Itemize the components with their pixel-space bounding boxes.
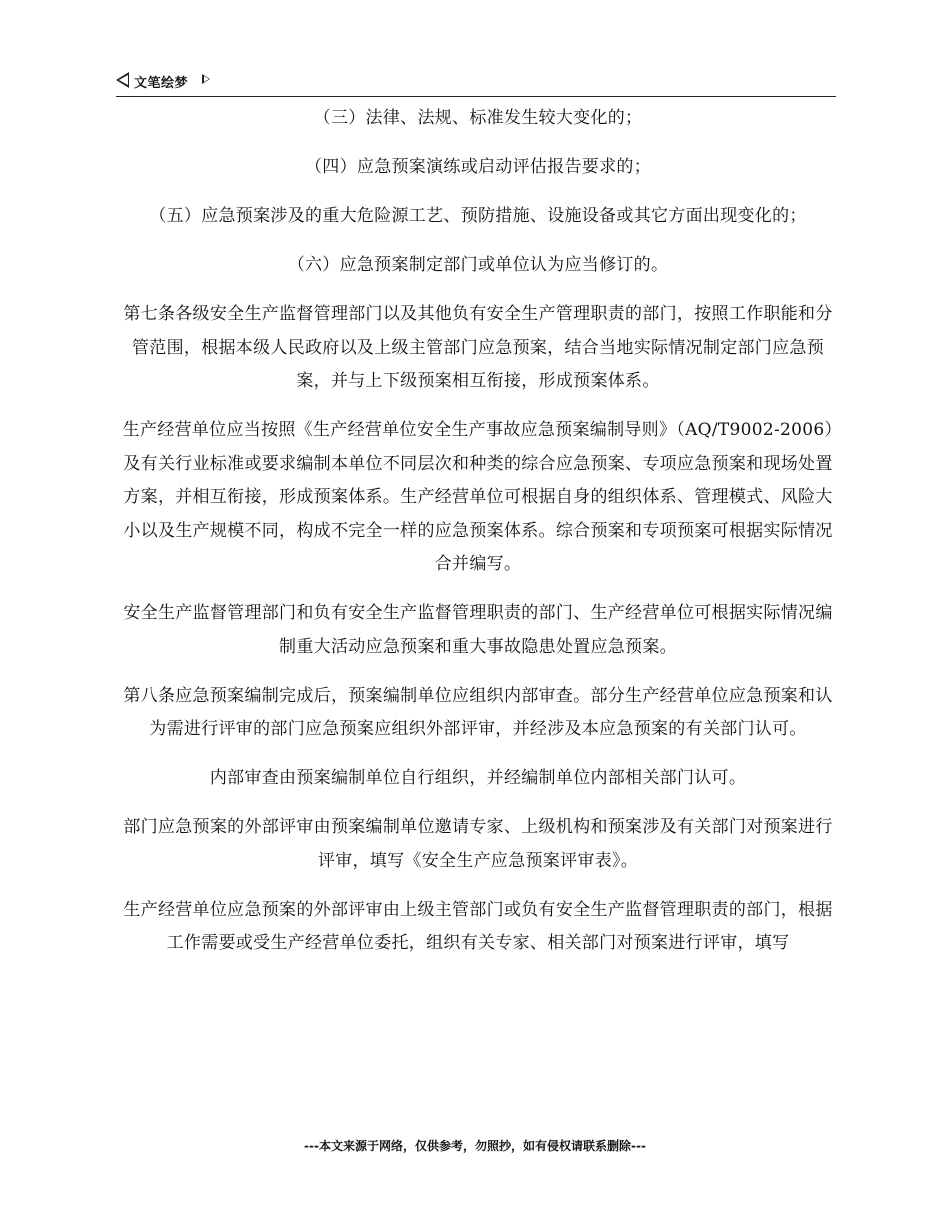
footer-notice: ---本文来源于网络，仅供参考，勿照抄，如有侵权请联系删除--- — [304, 1139, 646, 1153]
internal-review-paragraph: 内部审查由预案编制单位自行组织，并经编制单位内部相关部门认可。 — [209, 768, 747, 788]
left-triangle-icon — [116, 72, 129, 88]
department-review-paragraph: 部门应急预案的外部评审由预案编制单位邀请专家、上级机构和预案涉及有关部门对预案进行评审，填写《安全生产应急预案评审表》。 — [123, 817, 833, 871]
unit-review-paragraph: 生产经营单位应急预案的外部评审由上级主管部门或负有安全生产监督管理职责的部门，根据工作需要或受生产经营单位委托，组织有关专家、相关部门对预案进行评审，填写 — [123, 899, 833, 953]
production-unit-paragraph: 生产经营单位应当按照《生产经营单位安全生产事故应急预案编制导则》（AQ/T9002-2006）及有关行业标准或要求编制本单位不同层次和种类的综合应急预案、专项应急预案和现场处置方案，并相互衔接，形成预案体系。生产经营单位可根据自身的组织体系、管理模式、风险大小以及生产规模不同，构成不完全一样的应急预案体系。综合预案和专项预案可根据实际情况合并编写。 — [122, 420, 834, 574]
document-body — [120, 102, 836, 976]
paragraph-item-3: （三）法律、法规、标准发生较大变化的； — [313, 108, 643, 128]
paragraph-item-5: （五）应急预案涉及的重大危险源工艺、预防措施、设施设备或其它方面出现变化的； — [149, 206, 807, 226]
article-7-paragraph: 第七条各级安全生产监督管理部门以及其他负有安全生产管理职责的部门，按照工作职能和分管范围，根据本级人民政府以及上级主管部门应急预案，结合当地实际情况制定部门应急预案，并与上下级预案相互衔接，形成预案体系。 — [123, 304, 833, 391]
paragraph-item-6: （六）应急预案制定部门或单位认为应当修订的。 — [287, 255, 669, 275]
right-triangle-icon — [202, 74, 210, 84]
article-8-paragraph: 第八条应急预案编制完成后，预案编制单位应组织内部审查。部分生产经营单位应急预案和认为需进行评审的部门应急预案应组织外部评审，并经涉及本应急预案的有关部门认可。 — [123, 685, 833, 739]
paragraph-item-4: （四）应急预案演练或启动评估报告要求的； — [305, 157, 651, 177]
special-plan-paragraph: 安全生产监督管理部门和负有安全生产监督管理职责的部门、生产经营单位可根据实际情况编制重大活动应急预案和重大事故隐患处置应急预案。 — [123, 603, 833, 657]
page-header — [116, 68, 836, 97]
header-title: 文笔绘梦 — [134, 76, 189, 91]
